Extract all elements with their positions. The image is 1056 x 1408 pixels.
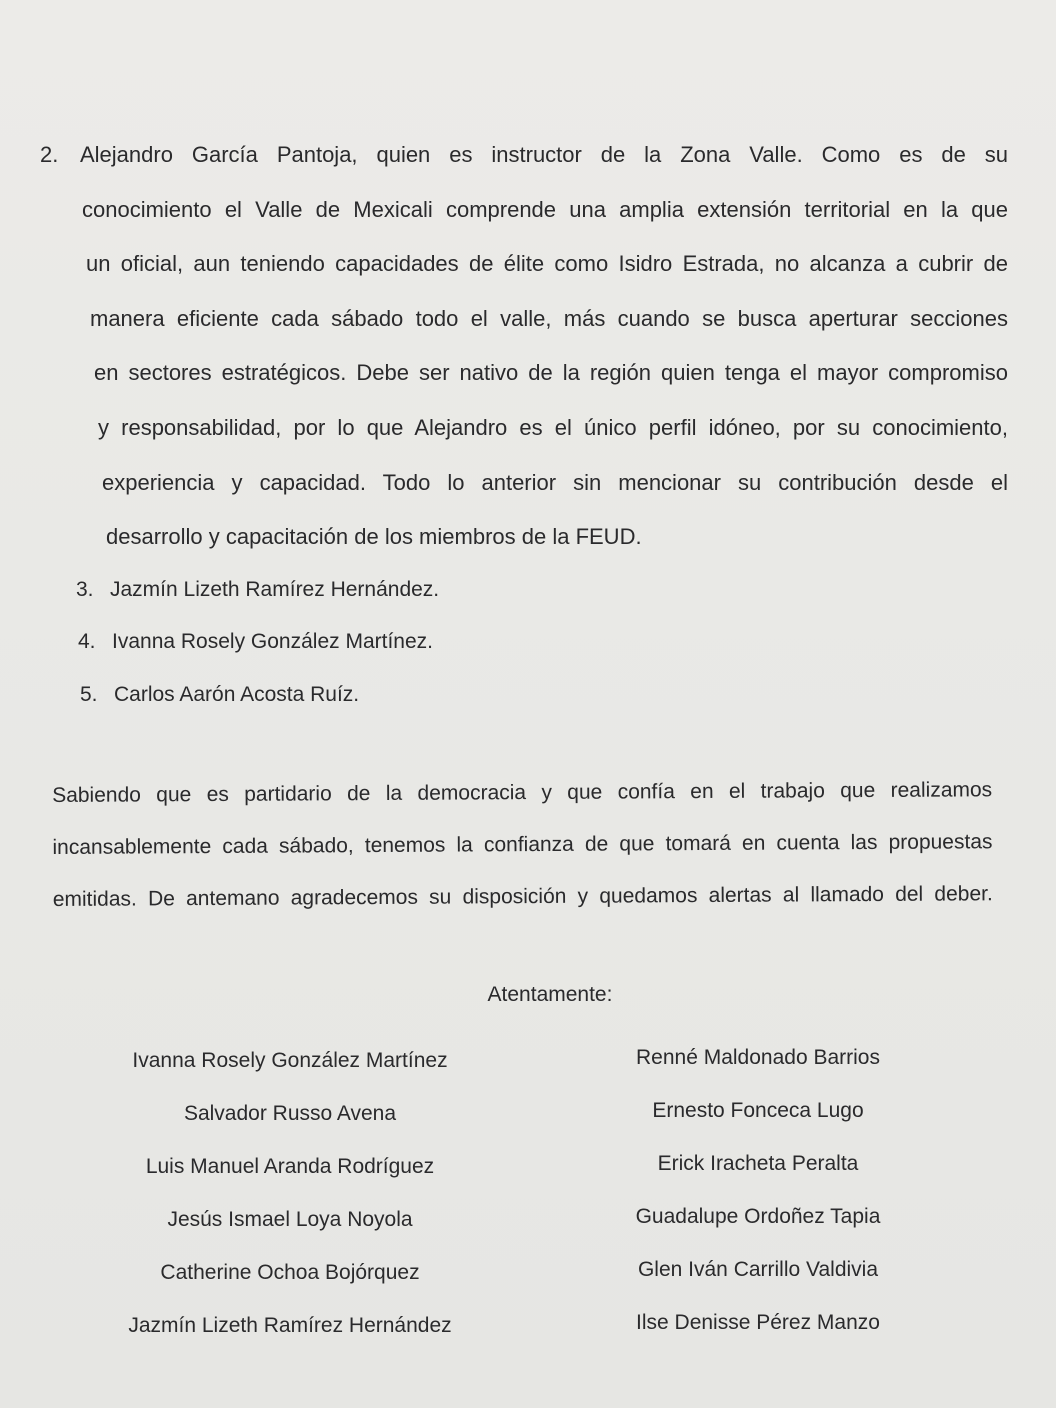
signatory-name: Luis Manuel Aranda Rodríguez bbox=[145, 1155, 435, 1178]
signatory-name: Jesús Ismael Loya Noyola bbox=[167, 1208, 413, 1231]
paragraph-line: emitidas. De antemano agradecemos su disposición y quedamos alertas al llamado del deber. bbox=[52, 882, 993, 911]
signatory-name: Renné Maldonado Barrios bbox=[636, 1046, 880, 1069]
paragraph-line: experiencia y capacidad. Todo lo anterior sin mencionar su contribución desde el bbox=[102, 469, 1008, 495]
list-item-number: 5. bbox=[80, 683, 98, 706]
paragraph-line: un oficial, aun teniendo capacidades de élite como Isidro Estrada, no alcanza a cubrir de bbox=[86, 251, 1008, 277]
list-item-number: 3. bbox=[76, 578, 94, 601]
signatory-name: Salvador Russo Avena bbox=[183, 1102, 397, 1125]
paragraph-line: desarrollo y capacitación de los miembros de la FEUD. bbox=[106, 524, 642, 550]
paragraph-line: Sabiendo que es partidario de la democracia y que confía en el trabajo que realizamos bbox=[52, 778, 993, 807]
list-item-2-body bbox=[40, 128, 1008, 565]
signatory-name: Glen Iván Carrillo Valdivia bbox=[637, 1258, 879, 1281]
list-item-3 bbox=[76, 575, 439, 605]
signatory-name: Ilse Denisse Pérez Manzo bbox=[636, 1311, 880, 1334]
paragraph-line: incansablemente cada sábado, tenemos la confianza de que tomará en cuenta las propuestas bbox=[52, 830, 993, 859]
list-item-text: Jazmín Lizeth Ramírez Hernández. bbox=[110, 578, 440, 601]
signatory-name: Jazmín Lizeth Ramírez Hernández bbox=[128, 1314, 452, 1337]
closing-paragraph bbox=[52, 764, 993, 926]
list-item-number: 4. bbox=[78, 630, 96, 653]
farewell-text: Atentamente: bbox=[487, 983, 613, 1006]
signatories-right-column bbox=[568, 1042, 948, 1360]
list-item-text: Ivanna Rosely González Martínez. bbox=[112, 630, 433, 653]
list-item-5 bbox=[80, 680, 359, 710]
paragraph-line: en sectores estratégicos. Debe ser nativo de la región quien tenga el mayor compromiso bbox=[94, 360, 1008, 386]
paragraph-line: manera eficiente cada sábado todo el valle, más cuando se busca aperturar secciones bbox=[90, 305, 1008, 331]
list-item-text: Carlos Aarón Acosta Ruíz. bbox=[114, 683, 360, 706]
signatory-name: Ernesto Fonceca Lugo bbox=[652, 1099, 864, 1122]
list-item-4 bbox=[78, 627, 433, 657]
signatories-left-column bbox=[100, 1045, 480, 1363]
signatory-name: Guadalupe Ordoñez Tapia bbox=[635, 1205, 881, 1228]
signatory-name: Erick Iracheta Peralta bbox=[657, 1152, 859, 1175]
list-item-2 bbox=[40, 128, 1008, 565]
paragraph-line: y responsabilidad, por lo que Alejandro es el único perfil idóneo, por su conocimiento, bbox=[98, 414, 1008, 440]
signatory-name: Ivanna Rosely González Martínez bbox=[132, 1049, 448, 1072]
paragraph-line: Alejandro García Pantoja, quien es instructor de la Zona Valle. Como es de su bbox=[80, 142, 1008, 167]
paragraph-line: conocimiento el Valle de Mexicali comprende una amplia extensión territorial en la que bbox=[82, 196, 1008, 222]
list-item-number: 2. bbox=[40, 142, 59, 167]
signatory-name: Catherine Ochoa Bojórquez bbox=[160, 1261, 420, 1284]
